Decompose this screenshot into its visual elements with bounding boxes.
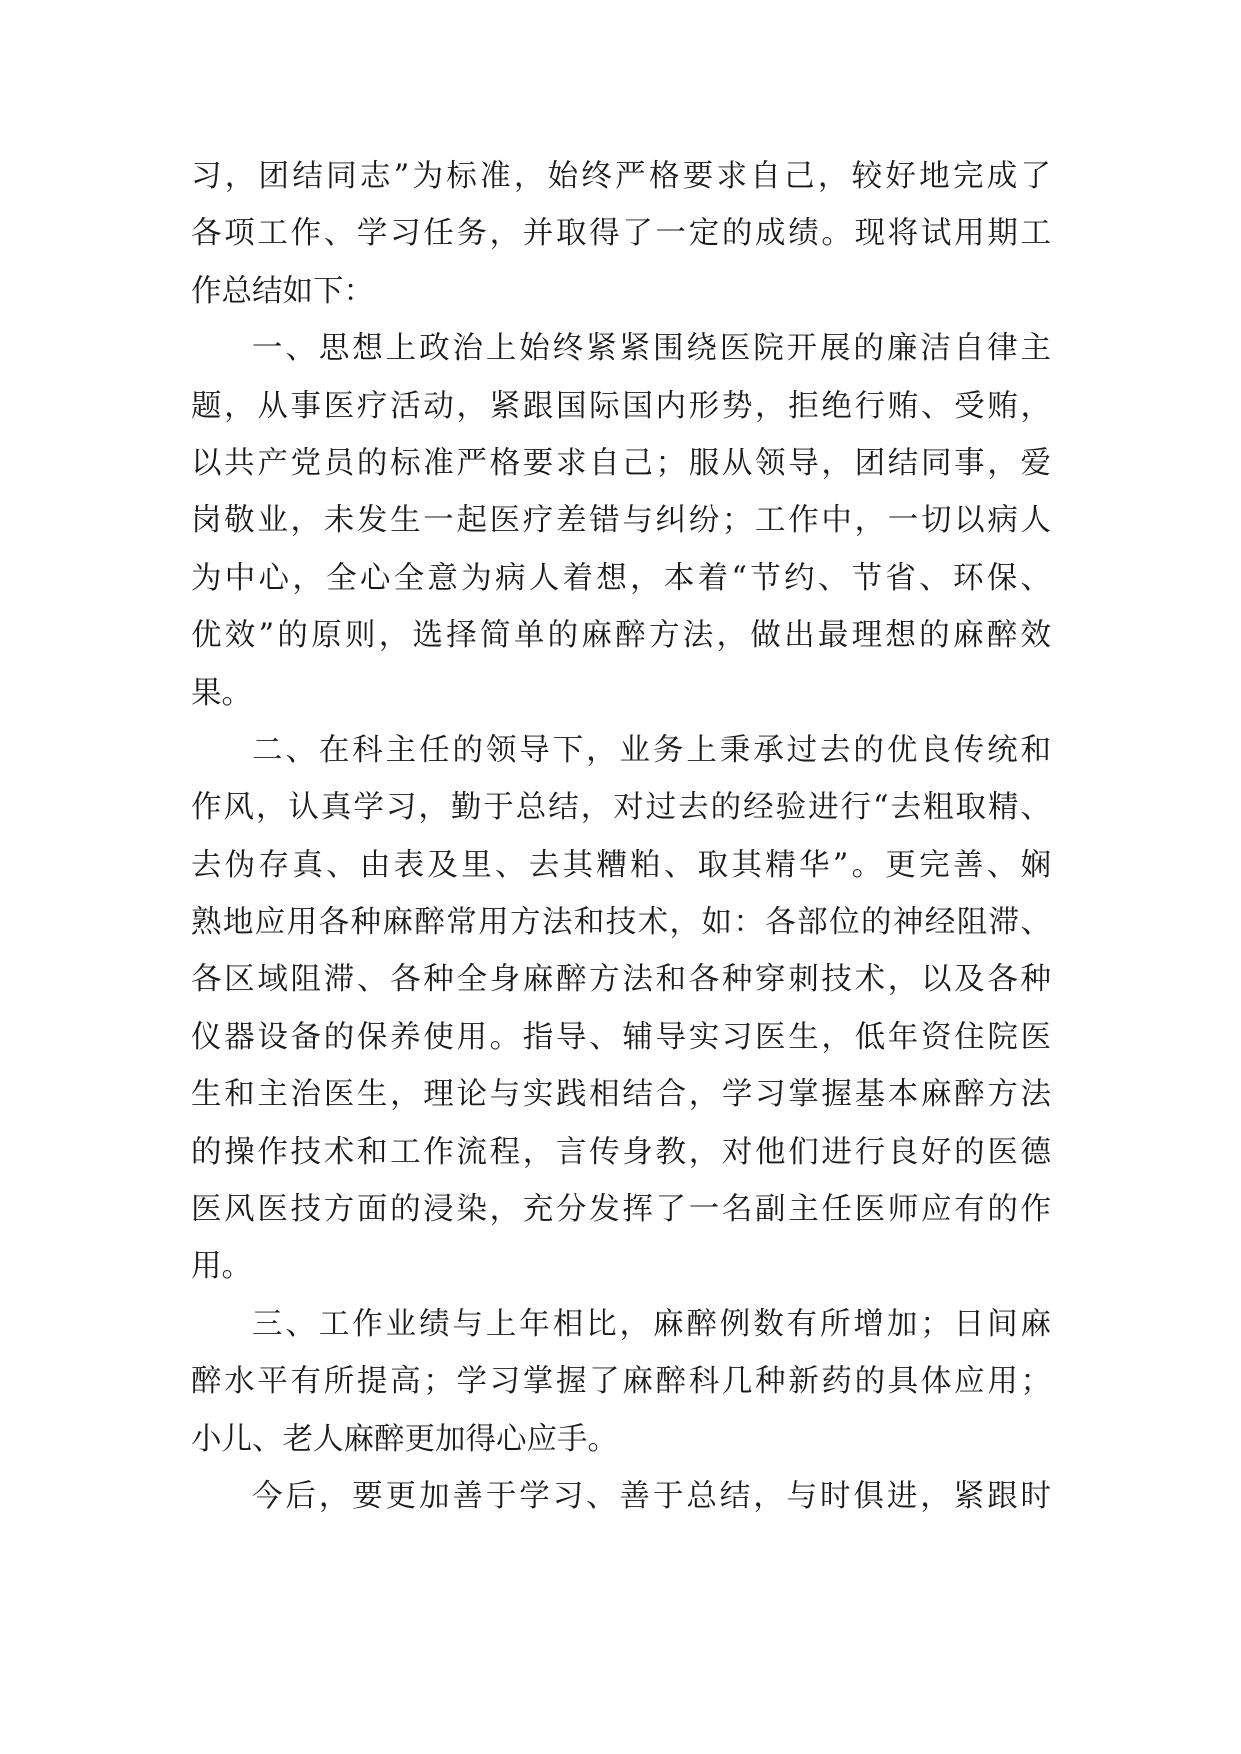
text-line: 作总结如下： (191, 273, 374, 309)
text-line: 题，从事医疗活动，紧跟国际国内形势，拒绝行贿、受贿， (191, 388, 1051, 424)
text-line: 醉水平有所提高；学习掌握了麻醉科几种新药的具体应用； (191, 1364, 1051, 1400)
text-line: 生和主治医生，理论与实践相结合，学习掌握基本麻醉方法 (191, 1077, 1051, 1113)
text-line: 三、工作业绩与上年相比，麻醉例数有所增加；日间麻 (252, 1306, 1051, 1342)
text-line: 以共产党员的标准严格要求自己；服从领导，团结同事，爱 (191, 445, 1051, 481)
text-line: 医风医技方面的浸染，充分发挥了一名副主任医师应有的作 (191, 1192, 1051, 1228)
text-line: 习，团结同志”为标准，始终严格要求自己，较好地完成了 (191, 159, 1051, 194)
text-line: 去伪存真、由表及里、去其糟粕、取其精华”。更完善、娴 (191, 847, 1051, 883)
text-line: 仪器设备的保养使用。指导、辅导实习医生，低年资住院医 (191, 1019, 1051, 1055)
text-line: 今后，要更加善于学习、善于总结，与时俱进，紧跟时 (252, 1478, 1051, 1514)
text-line: 熟地应用各种麻醉常用方法和技术，如：各部位的神经阻滞、 (191, 905, 1051, 941)
text-line: 一、思想上政治上始终紧紧围绕医院开展的廉洁自律主 (252, 331, 1051, 367)
text-line: 小儿、老人麻醉更加得心应手。 (191, 1421, 618, 1457)
text-line: 各项工作、学习任务，并取得了一定的成绩。现将试用期工 (191, 216, 1051, 252)
text-line: 各区域阻滞、各种全身麻醉方法和各种穿刺技术，以及各种 (191, 962, 1051, 998)
text-line: 二、在科主任的领导下，业务上秉承过去的优良传统和 (252, 732, 1051, 768)
text-line: 用。 (191, 1249, 252, 1285)
document-body (191, 148, 1051, 1525)
text-line: 果。 (191, 675, 252, 711)
text-line: 作风，认真学习，勤于总结，对过去的经验进行“去粗取精、 (191, 790, 1051, 826)
text-line: 岗敬业，未发生一起医疗差错与纠纷；工作中，一切以病人 (191, 503, 1051, 539)
text-line: 优效”的原则，选择简单的麻醉方法，做出最理想的麻醉效 (191, 618, 1051, 654)
text-line: 为中心，全心全意为病人着想，本着“节约、节省、环保、 (191, 560, 1051, 596)
text-line: 的操作技术和工作流程，言传身教，对他们进行良好的医德 (191, 1134, 1051, 1170)
